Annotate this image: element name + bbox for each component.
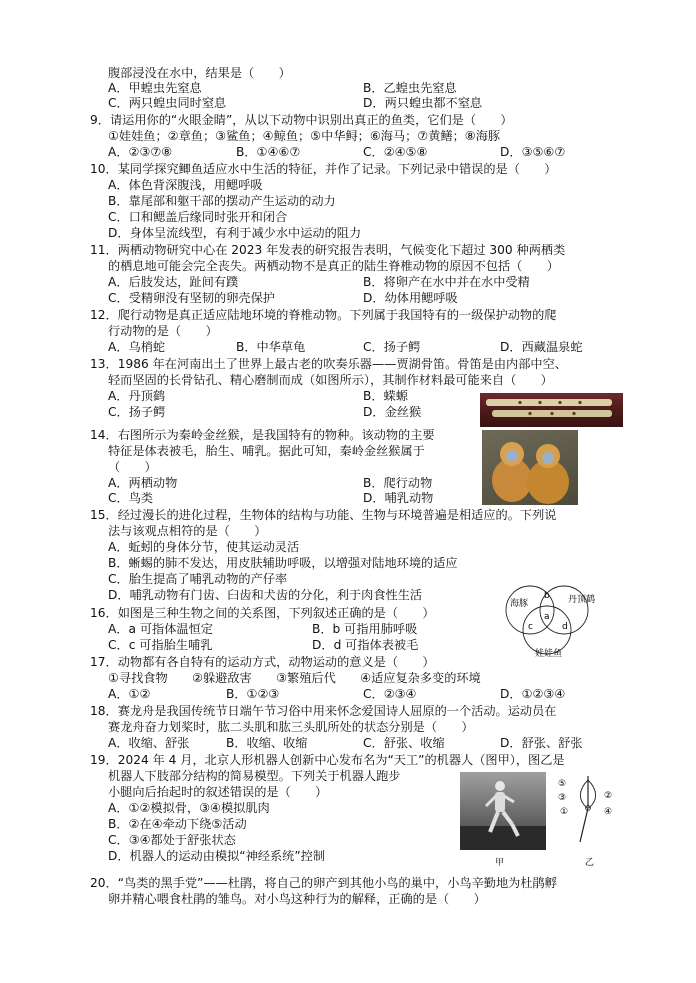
venn-region-b: b bbox=[544, 591, 550, 601]
option-c: C．两只蝗虫同时窒息 bbox=[108, 96, 227, 110]
option-c: C．③④都处于舒张状态 bbox=[108, 833, 236, 847]
option-c: C．受精卵没有坚韧的卵壳保护 bbox=[108, 291, 275, 305]
question-10: 10．某同学探究鲫鱼适应水中生活的特征，并作了记录。下列记录中错误的是（ ） bbox=[90, 162, 557, 176]
question-14: 14．右图所示为秦岭金丝猴，是我国特有的物种。该动物的主要 bbox=[90, 428, 435, 442]
option-d: D．机器人的运动由模拟“神经系统”控制 bbox=[108, 849, 326, 863]
option-a: A．体色背深腹浅，用鳃呼吸 bbox=[108, 178, 263, 192]
option-d: D．身体呈流线型，有利于减少水中运动的阻力 bbox=[108, 226, 362, 240]
question-17-items: ①寻找食物 ②躲避敌害 ③繁殖后代 ④适应复杂多变的环境 bbox=[108, 671, 481, 685]
option-a: A．甲蝗虫先窒息 bbox=[108, 81, 202, 95]
option-c: C．胎生提高了哺乳动物的产仔率 bbox=[108, 572, 288, 586]
question-17: 17．动物都有各自特有的运动方式，动物运动的意义是（ ） bbox=[90, 655, 435, 669]
option-d: D．哺乳动物 bbox=[363, 491, 434, 505]
option-a: A．蚯蚓的身体分节，使其运动灵活 bbox=[108, 540, 300, 554]
question-14-blank: （ ） bbox=[108, 460, 157, 474]
option-d: D．幼体用鳃呼吸 bbox=[363, 291, 458, 305]
option-c: C．②④⑤⑧ bbox=[363, 145, 428, 159]
question-15: 15．经过漫长的进化过程，生物体的结构与功能、生物与环境普遍是相适应的。下列说 bbox=[90, 508, 557, 522]
option-a: A．两栖动物 bbox=[108, 476, 178, 490]
question-19: 19．2024 年 4 月，北京人形机器人创新中心发布名为“天工”的机器人（图甲），图乙是 bbox=[90, 753, 565, 767]
option-b: B．中华草龟 bbox=[236, 340, 306, 354]
option-b: B．将卵产在水中并在水中受精 bbox=[363, 275, 530, 289]
svg-text:②: ② bbox=[604, 791, 613, 801]
question-12: 12．爬行动物是真正适应陆地环境的脊椎动物。下列属于我国特有的一级保护动物的爬 bbox=[90, 308, 557, 322]
option-b: B．b 可指用肺呼吸 bbox=[312, 622, 418, 636]
question-9: 9．请运用你的“火眼金睛”，从以下动物中识别出真正的鱼类，它们是（ ） bbox=[90, 113, 513, 127]
venn-label-dolphin: 海豚 bbox=[510, 599, 529, 609]
option-d: D．d 可指体表被毛 bbox=[312, 638, 419, 652]
question-19-cont2: 小腿向后抬起时的叙述错误的是（ ） bbox=[108, 785, 328, 799]
golden-monkeys-photo bbox=[482, 430, 578, 505]
question-14-cont: 特征是体表被毛，胎生、哺乳。据此可知，秦岭金丝猴属于 bbox=[108, 444, 425, 458]
svg-text:④: ④ bbox=[604, 807, 613, 817]
question-16: 16．如图是三种生物之间的关系图，下列叙述正确的是（ ） bbox=[90, 606, 435, 620]
option-d: D．哺乳动物有门齿、臼齿和犬齿的分化，利于肉食性生活 bbox=[108, 588, 423, 602]
option-b: B．蝾螈 bbox=[363, 389, 408, 403]
option-c: C．扬子鳄 bbox=[108, 405, 166, 419]
figure-label-yi: 乙 bbox=[585, 858, 595, 868]
question-9-items: ①娃娃鱼；②章鱼；③鲨鱼；④鲸鱼；⑤中华鲟；⑥海马；⑦黄鳝；⑧海豚 bbox=[108, 129, 501, 143]
option-d: D．金丝猴 bbox=[363, 405, 422, 419]
question-20: 20．“鸟类的黑手党”——杜鹃，将自己的卵产到其他小鸟的巢中，小鸟辛勤地为杜鹃孵 bbox=[90, 876, 557, 890]
figure-label-jia: 甲 bbox=[495, 858, 505, 868]
venn-label-crane: 丹顶鹤 bbox=[568, 595, 596, 605]
option-d: D．①②③④ bbox=[500, 687, 566, 701]
leg-model-diagram bbox=[558, 772, 618, 852]
option-b: B．蜥蜴的肺不发达，用皮肤辅助呼吸，以增强对陆地环境的适应 bbox=[108, 556, 458, 570]
question-11-cont: 的栖息地可能会完全丧失。两栖动物不是真正的陆生脊椎动物的原因不包括（ ） bbox=[108, 259, 559, 273]
question-11: 11．两栖动物研究中心在 2023 年发表的研究报告表明，气候变化下超过 300 种两栖类 bbox=[90, 243, 566, 257]
venn-region-d: d bbox=[562, 622, 568, 632]
question-15-cont: 法与该观点相符的是（ ） bbox=[108, 524, 267, 538]
option-c: C．c 可指胎生哺乳 bbox=[108, 638, 213, 652]
question-18: 18．赛龙舟是我国传统节日端午节习俗中用来怀念爱国诗人屈原的一个活动。运动员在 bbox=[90, 704, 557, 718]
option-d: D．西藏温泉蛇 bbox=[500, 340, 583, 354]
bone-flute-photo bbox=[480, 393, 623, 427]
svg-text:⑤: ⑤ bbox=[558, 779, 567, 789]
option-b: B．收缩、收缩 bbox=[226, 736, 308, 750]
option-b: B．乙蝗虫先窒息 bbox=[363, 81, 457, 95]
svg-text:③: ③ bbox=[558, 793, 567, 803]
option-d: D．舒张、舒张 bbox=[500, 736, 583, 750]
question-12-cont: 行动物的是（ ） bbox=[108, 324, 218, 338]
question-18-cont: 赛龙舟奋力划桨时，肱二头肌和肱三头肌所处的状态分别是（ ） bbox=[108, 720, 474, 734]
running-robot-photo bbox=[460, 772, 546, 850]
option-b: B．靠尾部和躯干部的摆动产生运动的动力 bbox=[108, 194, 336, 208]
question-13: 13．1986 年在河南出土了世界上最古老的吹奏乐器——贾湖骨笛。骨笛是由内部中空、 bbox=[90, 357, 567, 371]
option-b: B．①④⑥⑦ bbox=[236, 145, 301, 159]
question-19-cont: 机器人下肢部分结构的简易模型。下列关于机器人跑步 bbox=[108, 769, 401, 783]
option-d: D．两只蝗虫都不窒息 bbox=[363, 96, 483, 110]
option-a: A．乌梢蛇 bbox=[108, 340, 166, 354]
option-a: A．后肢发达，趾间有蹼 bbox=[108, 275, 239, 289]
option-c: C．口和鳃盖后缘同时张开和闭合 bbox=[108, 210, 288, 224]
option-a: A．丹顶鹤 bbox=[108, 389, 166, 403]
option-c: C．鸟类 bbox=[108, 491, 154, 505]
option-c: C．舒张、收缩 bbox=[363, 736, 445, 750]
question-8-tail: 腹部浸没在水中，结果是（ ） bbox=[108, 66, 291, 80]
option-d: D．③⑤⑥⑦ bbox=[500, 145, 566, 159]
question-13-cont: 轻而坚固的长骨钻孔、精心磨制而成（如图所示），其制作材料最可能来自（ ） bbox=[108, 373, 553, 387]
venn-diagram bbox=[502, 580, 596, 659]
venn-region-a: a bbox=[544, 612, 550, 622]
svg-text:①: ① bbox=[560, 807, 569, 817]
option-c: C．②③④ bbox=[363, 687, 417, 701]
option-a: A．②③⑦⑧ bbox=[108, 145, 173, 159]
option-a: A．a 可指体温恒定 bbox=[108, 622, 213, 636]
option-c: C．扬子鳄 bbox=[363, 340, 421, 354]
option-b: B．②在④牵动下绕⑤活动 bbox=[108, 817, 247, 831]
option-b: B．爬行动物 bbox=[363, 476, 433, 490]
venn-label-salamander: 娃娃鱼 bbox=[535, 649, 563, 659]
question-20-cont: 卵并精心喂食杜鹃的雏鸟。对小鸟这种行为的解释，正确的是（ ） bbox=[108, 892, 486, 906]
option-b: B．①②③ bbox=[226, 687, 280, 701]
option-a: A．收缩、舒张 bbox=[108, 736, 190, 750]
venn-region-c: c bbox=[528, 622, 533, 632]
option-a: A．①②模拟骨，③④模拟肌肉 bbox=[108, 801, 270, 815]
option-a: A．①② bbox=[108, 687, 151, 701]
